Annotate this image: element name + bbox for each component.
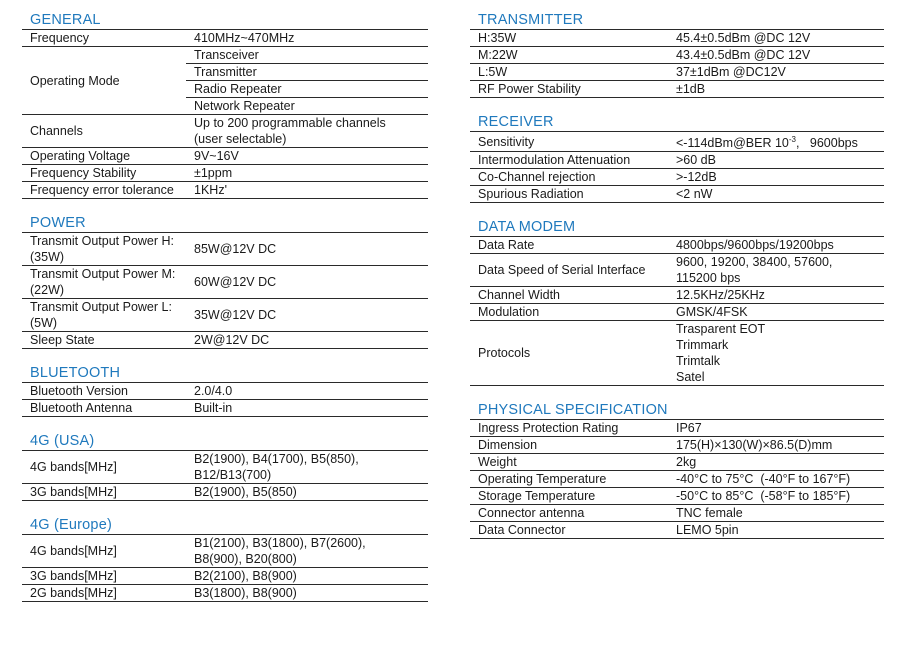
spec-value	[186, 451, 428, 484]
spec-value	[186, 233, 428, 266]
section-title: 4G (Europe)	[22, 515, 428, 535]
spec-value-line: Network Repeater	[194, 99, 295, 113]
spec-table	[470, 30, 884, 98]
spec-value-line: 4800bps/9600bps/19200bps	[676, 238, 834, 253]
spec-row	[470, 64, 884, 81]
spec-label: 4G bands[MHz]	[22, 451, 186, 484]
spec-value	[668, 420, 884, 437]
spec-value-line: GMSK/4FSK	[676, 305, 748, 320]
spec-label: Connector antenna	[470, 505, 668, 522]
section-title: POWER	[22, 213, 428, 233]
spec-value-line: 175(H)×130(W)×86.5(D)mm	[676, 438, 833, 453]
spec-value	[186, 165, 428, 182]
spec-row	[470, 304, 884, 321]
spec-value	[668, 186, 884, 203]
spec-label: Transmit Output Power M: (22W)	[22, 266, 186, 299]
spec-value-line: >-12dB	[676, 170, 717, 185]
spec-value	[668, 30, 884, 47]
spec-value	[668, 321, 884, 386]
spec-value-line: B1(2100), B3(1800), B7(2600),	[194, 536, 366, 550]
spec-value-line: 60W@12V DC	[194, 275, 277, 289]
spec-value	[186, 400, 428, 417]
spec-value	[186, 30, 428, 47]
spec-label: Bluetooth Version	[22, 383, 186, 400]
section-title: DATA MODEM	[470, 217, 884, 237]
spec-label: Frequency Stability	[22, 165, 186, 182]
spec-table	[22, 233, 428, 349]
sensitivity-value: <-114dBm@BER 10	[676, 136, 789, 151]
spec-row	[470, 30, 884, 47]
spec-value	[668, 64, 884, 81]
spec-value-line: ±1ppm	[194, 166, 233, 180]
spec-value	[186, 47, 428, 115]
section-physical-specification	[470, 400, 884, 539]
spec-label: Intermodulation Attenuation	[470, 152, 668, 169]
spec-row	[470, 321, 884, 386]
spec-value	[186, 266, 428, 299]
spec-table	[22, 451, 428, 501]
section-4g-usa	[22, 431, 428, 501]
spec-row	[22, 383, 428, 400]
spec-value-line: 2kg	[676, 455, 697, 470]
spec-label: 2G bands[MHz]	[22, 585, 186, 602]
spec-row	[470, 471, 884, 488]
spec-value-line: -40°C to 75°C (-40°F to 167°F)	[676, 472, 851, 487]
spec-value	[668, 254, 884, 287]
spec-value-line: 410MHz~470MHz	[194, 31, 295, 45]
spec-label: Protocols	[470, 321, 668, 386]
spec-row	[22, 115, 428, 148]
right-column	[470, 10, 884, 553]
spec-value-line: B12/B13(700)	[194, 468, 272, 482]
spec-value-line: LEMO 5pin	[676, 523, 739, 538]
spec-row	[470, 152, 884, 169]
spec-value	[186, 585, 428, 602]
spec-value-line: 35W@12V DC	[194, 308, 277, 322]
spec-value-line: IP67	[676, 421, 702, 436]
spec-row	[470, 81, 884, 98]
spec-value-line: >60 dB	[676, 153, 716, 168]
spec-label: Data Rate	[470, 237, 668, 254]
spec-row	[22, 299, 428, 332]
spec-value-line: 9600, 19200, 38400, 57600,	[676, 255, 833, 270]
spec-label: Sleep State	[22, 332, 186, 349]
spec-row	[470, 420, 884, 437]
spec-row	[22, 148, 428, 165]
spec-value-line: (user selectable)	[194, 132, 287, 146]
left-column	[22, 10, 428, 616]
spec-value-line: B8(900), B20(800)	[194, 552, 297, 566]
spec-table	[470, 132, 884, 203]
spec-label: Operating Mode	[22, 47, 186, 115]
spec-value-line: Trasparent EOT	[676, 322, 766, 337]
spec-label: Operating Voltage	[22, 148, 186, 165]
spec-label: Data Speed of Serial Interface	[470, 254, 668, 287]
section-title: GENERAL	[22, 10, 428, 30]
spec-value-line: B3(1800), B8(900)	[194, 586, 297, 600]
spec-row	[470, 505, 884, 522]
section-title: BLUETOOTH	[22, 363, 428, 383]
spec-label: M:22W	[470, 47, 668, 64]
spec-row	[470, 169, 884, 186]
spec-value-line: Transceiver	[186, 47, 428, 64]
spec-value	[186, 535, 428, 568]
spec-value-line: TNC female	[676, 506, 743, 521]
spec-value-line: Transmitter	[186, 64, 428, 81]
spec-row	[22, 585, 428, 602]
spec-value-line: Built-in	[194, 401, 233, 415]
spec-table	[22, 535, 428, 602]
spec-value	[668, 522, 884, 539]
spec-label: L:5W	[470, 64, 668, 81]
spec-value-line: 85W@12V DC	[194, 242, 277, 256]
spec-value-line: <2 nW	[676, 187, 713, 202]
spec-row	[470, 186, 884, 203]
spec-value-line: -50°C to 85°C (-58°F to 185°F)	[676, 489, 851, 504]
section-title: TRANSMITTER	[470, 10, 884, 30]
spec-value	[186, 568, 428, 585]
spec-row	[22, 233, 428, 266]
spec-label: 4G bands[MHz]	[22, 535, 186, 568]
spec-row	[22, 266, 428, 299]
spec-label: Dimension	[470, 437, 668, 454]
spec-row	[22, 568, 428, 585]
sensitivity-rate: , 9600bps	[796, 136, 858, 151]
spec-row	[22, 535, 428, 568]
spec-value-line: 43.4±0.5dBm @DC 12V	[676, 48, 811, 62]
spec-row	[22, 165, 428, 182]
spec-row	[470, 488, 884, 505]
spec-row	[22, 332, 428, 349]
spec-label: Data Connector	[470, 522, 668, 539]
section-4g-europe	[22, 515, 428, 602]
spec-value-line: 45.4±0.5dBm @DC 12V	[676, 31, 811, 45]
section-title: RECEIVER	[470, 112, 884, 132]
section-title: PHYSICAL SPECIFICATION	[470, 400, 884, 420]
spec-row	[470, 522, 884, 539]
section-bluetooth	[22, 363, 428, 417]
spec-value	[668, 287, 884, 304]
spec-label: Frequency	[22, 30, 186, 47]
spec-row	[470, 237, 884, 254]
spec-label: Bluetooth Antenna	[22, 400, 186, 417]
spec-row	[22, 451, 428, 484]
spec-value	[668, 471, 884, 488]
spec-value	[186, 148, 428, 165]
spec-value	[668, 505, 884, 522]
spec-table	[470, 237, 884, 386]
spec-row	[22, 484, 428, 501]
section-power	[22, 213, 428, 349]
spec-row	[470, 132, 884, 152]
spec-value-line: B2(1900), B4(1700), B5(850),	[194, 452, 359, 466]
spec-value	[186, 299, 428, 332]
section-general	[22, 10, 428, 199]
spec-label: Frequency error tolerance	[22, 182, 186, 199]
spec-label: 3G bands[MHz]	[22, 484, 186, 501]
spec-row	[22, 30, 428, 47]
spec-row	[470, 254, 884, 287]
spec-label: Channel Width	[470, 287, 668, 304]
spec-value-line: 2W@12V DC	[194, 333, 270, 347]
spec-table	[22, 30, 428, 199]
spec-value-line: B2(1900), B5(850)	[194, 485, 297, 499]
section-data-modem	[470, 217, 884, 386]
spec-value-line: B2(2100), B8(900)	[194, 569, 297, 583]
spec-value	[668, 47, 884, 64]
spec-value-line: 37±1dBm @DC12V	[676, 65, 786, 79]
spec-row	[22, 400, 428, 417]
spec-value-line: Trimtalk	[676, 354, 720, 369]
spec-value-line: 9V~16V	[194, 149, 239, 163]
spec-label: Transmit Output Power H: (35W)	[22, 233, 186, 266]
spec-value-line: Satel	[676, 370, 705, 385]
spec-label: RF Power Stability	[470, 81, 668, 98]
spec-value	[668, 437, 884, 454]
spec-row	[22, 47, 428, 115]
spec-label: Sensitivity	[470, 132, 668, 152]
spec-table	[22, 383, 428, 417]
spec-value	[186, 115, 428, 148]
spec-label: Transmit Output Power L: (5W)	[22, 299, 186, 332]
sensitivity-exponent: -3	[788, 135, 796, 144]
spec-label: Ingress Protection Rating	[470, 420, 668, 437]
spec-row	[470, 287, 884, 304]
spec-row	[470, 437, 884, 454]
spec-value-line: 1KHz'	[194, 183, 227, 197]
spec-label: Weight	[470, 454, 668, 471]
spec-value-line: 12.5KHz/25KHz	[676, 288, 765, 303]
spec-row	[470, 454, 884, 471]
spec-row	[470, 47, 884, 64]
spec-value	[668, 304, 884, 321]
spec-value-line: Radio Repeater	[186, 81, 428, 98]
spec-value-line: 115200 bps	[676, 271, 741, 286]
section-title: 4G (USA)	[22, 431, 428, 451]
spec-label: Channels	[22, 115, 186, 148]
spec-value	[668, 152, 884, 169]
spec-value	[186, 182, 428, 199]
spec-value-line: ±1dB	[676, 82, 706, 96]
spec-label: Spurious Radiation	[470, 186, 668, 203]
section-transmitter	[470, 10, 884, 98]
spec-label: Operating Temperature	[470, 471, 668, 488]
spec-table	[470, 420, 884, 539]
spec-label: H:35W	[470, 30, 668, 47]
spec-value-line: Up to 200 programmable channels	[194, 116, 386, 130]
spec-value	[668, 81, 884, 98]
spec-label: Storage Temperature	[470, 488, 668, 505]
spec-value	[186, 383, 428, 400]
spec-value	[186, 484, 428, 501]
spec-value	[186, 332, 428, 349]
spec-value	[668, 488, 884, 505]
spec-label: Co-Channel rejection	[470, 169, 668, 186]
spec-label: Modulation	[470, 304, 668, 321]
spec-value-line: Trimmark	[676, 338, 729, 353]
spec-value	[668, 454, 884, 471]
spec-value	[668, 169, 884, 186]
spec-label: 3G bands[MHz]	[22, 568, 186, 585]
spec-value-line: 2.0/4.0	[194, 384, 233, 398]
spec-value	[668, 132, 884, 152]
spec-value	[668, 237, 884, 254]
spec-row	[22, 182, 428, 199]
section-receiver	[470, 112, 884, 203]
